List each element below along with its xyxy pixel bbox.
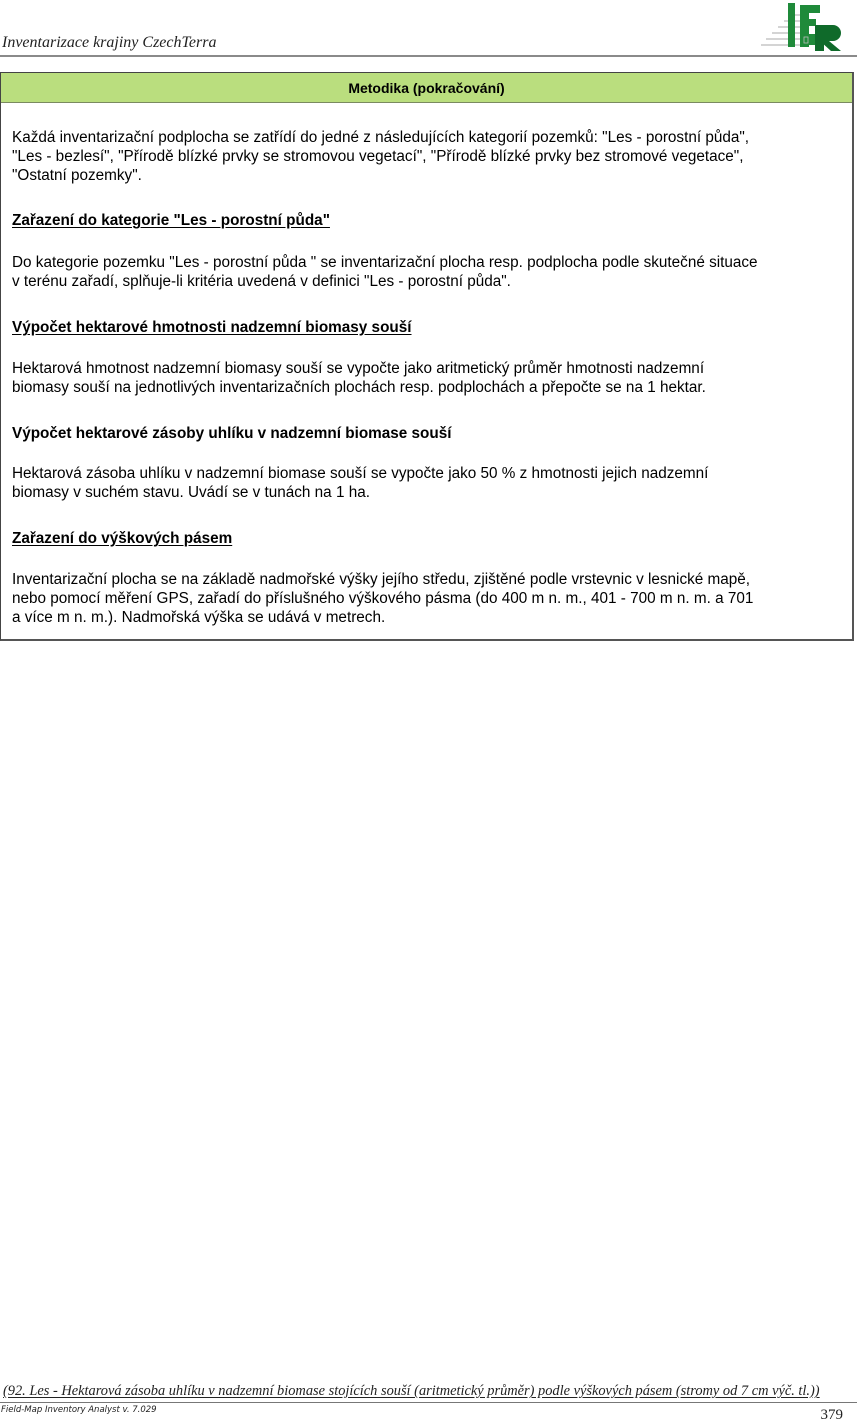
page-header — [0, 0, 857, 57]
paragraph-line: nebo pomocí měření GPS, zařadí do příslušného výškového pásma (do 400 m n. m., 401 - 700 m n. m. a 701 — [12, 590, 754, 607]
intro-line: "Ostatní pozemky". — [12, 167, 142, 184]
section-paragraph — [12, 359, 848, 397]
paragraph-line: Hektarová hmotnost nadzemní biomasy souší se vypočte jako aritmetický průměr hmotnosti nadzemní — [12, 360, 705, 377]
paragraph-line: Hektarová zásoba uhlíku v nadzemní biomase souší se vypočte jako 50 % z hmotnosti jejich nadzemní — [12, 465, 709, 482]
paragraph-line: Do kategorie pozemku "Les - porostní půda " se inventarizační plocha resp. podplocha podle skutečné situace — [12, 254, 758, 271]
paragraph-line: a více m n. m.). Nadmořská výška se udává v metrech. — [12, 609, 386, 626]
intro-line: "Les - bezlesí", "Přírodě blízké prvky se stromovou vegetací", "Přírodě blízké prvky bez stromové vegetace", — [12, 148, 744, 165]
table-caption: (92. Les - Hektarová zásoba uhlíku v nadzemní biomase stojících souší (aritmetický průměr) podle výškových pásem (stromy od 7 cm výč. tl.)) — [3, 1383, 820, 1399]
section-heading-wrap — [12, 318, 848, 337]
paragraph-line: biomasy souší na jednotlivých inventarizačních plochách resp. podplochách a přepočte se na 1 hektar. — [12, 379, 706, 396]
section-paragraph — [12, 570, 848, 627]
document-title: Inventarizace krajiny CzechTerra — [2, 34, 217, 51]
intro-paragraph — [12, 128, 848, 185]
paragraph-line: v terénu zařadí, splňuje-li kritéria uvedená v definici "Les - porostní půda". — [12, 273, 511, 290]
footer-rule — [0, 1402, 857, 1403]
section-heading-wrap — [12, 529, 848, 548]
app-version: Field-Map Inventory Analyst v. 7.029 — [1, 1405, 157, 1415]
intro-line: Každá inventarizační podplocha se zatřídí do jedné z následujících kategorií pozemků: "Les - porostní půda", — [12, 129, 750, 146]
section-paragraph — [12, 253, 848, 291]
section-paragraph — [12, 464, 848, 502]
box-title: Metodika (pokračování) — [1, 73, 852, 103]
paragraph-line: Inventarizační plocha se na základě nadmořské výšky jejího středu, zjištěné podle vrstevnic v lesnické mapě, — [12, 571, 751, 588]
section-heading: Výpočet hektarové hmotnosti nadzemní biomasy souší — [12, 319, 412, 336]
ifer-logo-icon — [760, 1, 854, 53]
section-heading: Zařazení do výškových pásem — [12, 530, 233, 547]
page-number: 379 — [820, 1407, 843, 1423]
section-heading-wrap — [12, 424, 848, 443]
section-heading-wrap — [12, 211, 848, 230]
section-heading: Výpočet hektarové zásoby uhlíku v nadzemní biomase souší — [12, 425, 452, 442]
methodology-box — [0, 72, 854, 641]
paragraph-line: biomasy v suchém stavu. Uvádí se v tunách na 1 ha. — [12, 484, 370, 501]
header-rule — [0, 55, 857, 57]
section-heading: Zařazení do kategorie "Les - porostní půda" — [12, 212, 330, 229]
